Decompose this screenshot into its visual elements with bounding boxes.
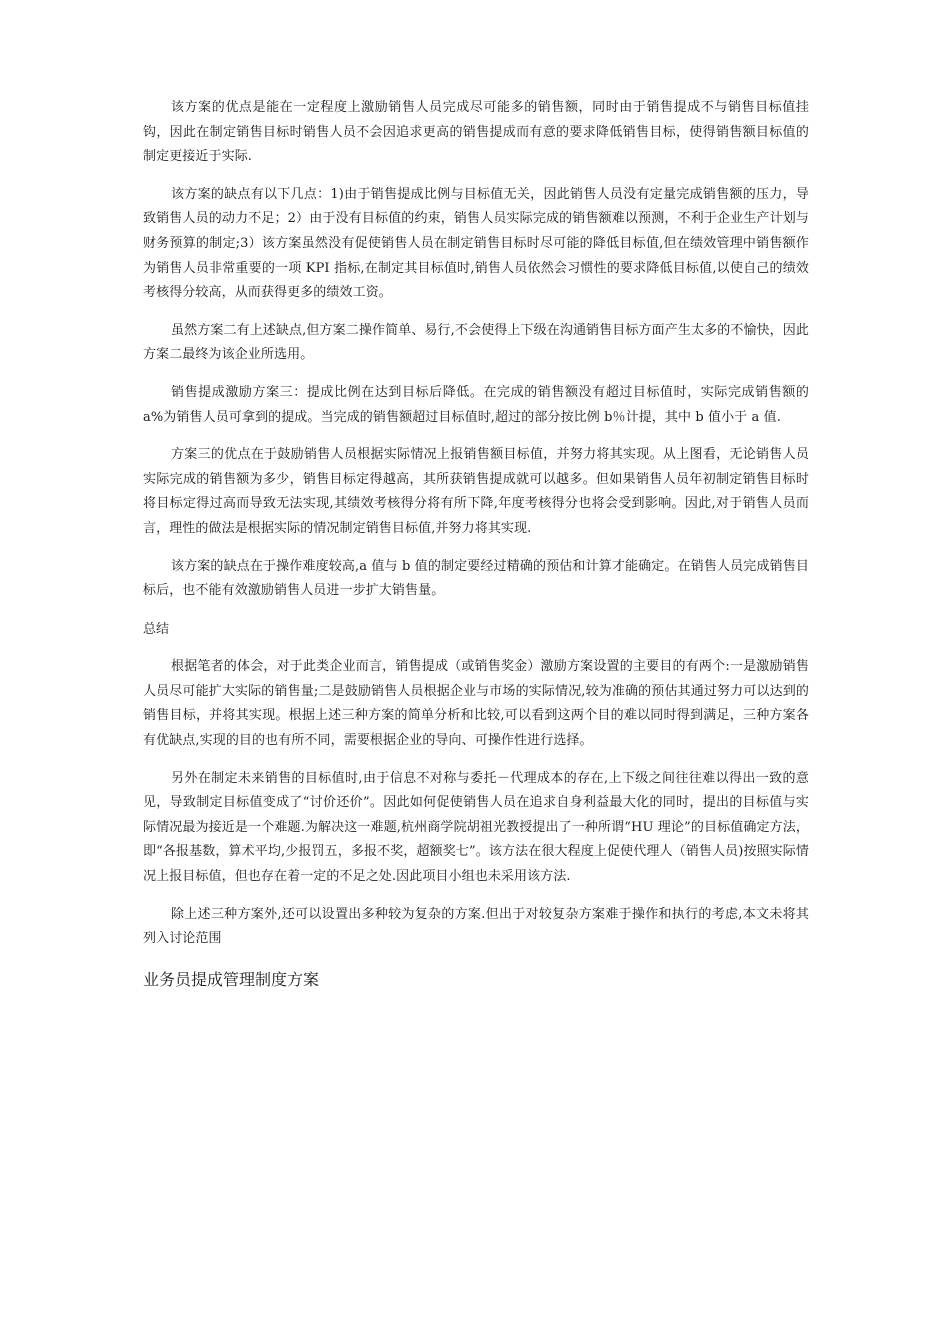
paragraph-plan-three-advantages: 方案三的优点在于鼓励销售人员根据实际情况上报销售额目标值，并努力将其实现。从上图看，无论销售人员实际完成的销售额为多少，销售目标定得越高，其所获销售提成就可以越多。但如果销售人员年初制定销售目标时将目标定得过高而导致无法实现,其绩效考核得分将有所下降,年度考核得分也将会受到影响。因此,对于销售人员而言，理性的做法是根据实际的情况制定销售目标值,并努力将其实现. — [143, 447, 809, 536]
paragraph-hu-theory: 另外在制定未来销售的目标值时,由于信息不对称与委托－代理成本的存在,上下级之间往往难以得出一致的意见，导致制定目标值变成了“讨价还价”。因此如何促使销售人员在追求自身利益最大化的同时，提出的目标值与实际情况最为接近是一个难题.为解决这一难题,杭州商学院胡祖光教授提出了一种所谓“HU 理论”的目标值确定方法，即“各报基数，算术平均,少报罚五，多报不奖，超额奖七”。该方法在很大程度上促使代理人（销售人员)按照实际情况上报目标值，但也存在着一定的不足之处.因此项目小组也未采用该方法. — [143, 770, 809, 885]
paragraph-other-plans: 除上述三种方案外,还可以设置出多种较为复杂的方案.但出于对较复杂方案难于操作和执行的考虑,本文未将其列入讨论范围 — [143, 906, 809, 947]
paragraph-summary-purposes: 根据笔者的体会，对于此类企业而言，销售提成（或销售奖金）激励方案设置的主要目的有两个:一是激励销售人员尽可能扩大实际的销售量;二是鼓励销售人员根据企业与市场的实际情况,较为准确的预估其通过努力可以达到的销售目标，并将其实现。根据上述三种方案的简单分析和比较,可以看到这两个目的难以同时得到满足，三种方案各有优缺点,实现的目的也有所不同，需要根据企业的导向、可操作性进行选择。 — [143, 659, 809, 749]
summary-heading: 总结 — [143, 621, 170, 637]
paragraph-plan-three-description: 销售提成激励方案三：提成比例在达到目标后降低。在完成的销售额没有超过目标值时，实际完成销售额的 a%为销售人员可拿到的提成。当完成的销售额超过目标值时,超过的部分按比例 b％计提，其中 b 值小于 a 值. — [143, 384, 809, 425]
paragraph-plan-two-disadvantages: 该方案的缺点有以下几点：1)由于销售提成比例与目标值无关，因此销售人员没有定量完成销售额的压力，导致销售人员的动力不足；2）由于没有目标值的约束，销售人员实际完成的销售额难以预测，不利于企业生产计划与财务预算的制定;3）该方案虽然没有促使销售人员在制定销售目标时尽可能的降低目标值,但在绩效管理中销售额作为销售人员非常重要的一项 KPI 指标,在制定其目标值时,销售人员依然会习惯性的要求降低目标值,以使自己的绩效考核得分较高，从而获得更多的绩效工资。 — [143, 186, 809, 301]
document-title: 业务员提成管理制度方案 — [143, 969, 320, 989]
paragraph-plan-two-selection: 虽然方案二有上述缺点,但方案二操作简单、易行,不会使得上下级在沟通销售目标方面产生太多的不愉快，因此方案二最终为该企业所选用。 — [143, 322, 809, 363]
paragraph-plan-three-disadvantages: 该方案的缺点在于操作难度较高,a 值与 b 值的制定要经过精确的预估和计算才能确定。在销售人员完成销售目标后，也不能有效激励销售人员进一步扩大销售量。 — [143, 558, 809, 599]
paragraph-plan-two-advantages: 该方案的优点是能在一定程度上激励销售人员完成尽可能多的销售额，同时由于销售提成不与销售目标值挂钩，因此在制定销售目标时销售人员不会因追求更高的销售提成而有意的要求降低销售目标，使得销售额目标值的制定更接近于实际. — [143, 100, 809, 165]
document-page — [143, 96, 809, 994]
